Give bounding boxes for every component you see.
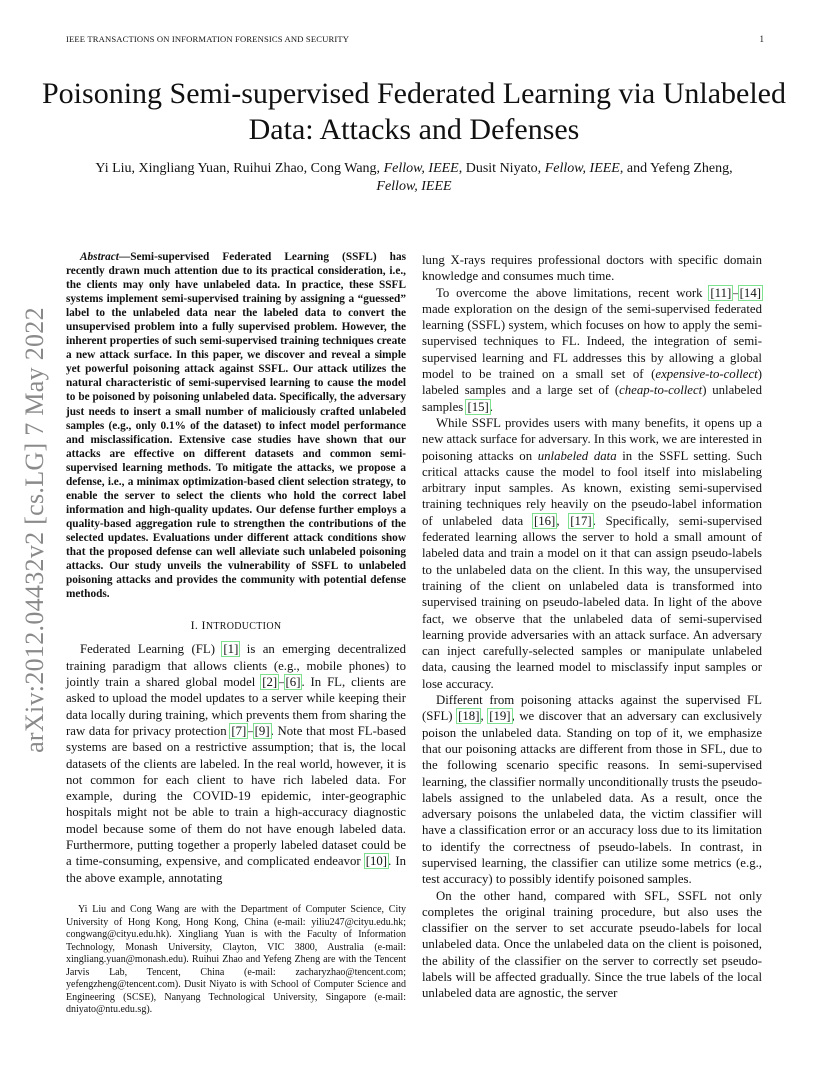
fellow-ieee-1: Fellow, IEEE <box>383 161 459 176</box>
text: Different from poisoning attacks against the supervised FL (SFL) <box>422 693 762 724</box>
text: ) labeled samples and a large set of ( <box>422 367 762 398</box>
citation-link[interactable]: [7] <box>231 723 247 738</box>
text: While SSFL provides users with many benefits, it opens up a new attack surface for adversary. In this work, we are interested in poisoning attacks on <box>422 415 762 463</box>
fellow-ieee-2: Fellow, IEEE <box>544 161 620 176</box>
section-heading-introduction <box>66 617 406 635</box>
right-paragraph-1 <box>422 285 762 415</box>
arxiv-stamp-text: arXiv:2012.04432v2 [cs.LG] 7 May 2022 <box>20 307 49 753</box>
right-paragraph-3 <box>422 692 762 888</box>
page-number: 1 <box>759 34 764 44</box>
abstract-text: —Semi-supervised Federated Learning (SSFL) has recently drawn much attention due to its practical consideration, i.e., the clients may only have unlabeled data. In practice, these SSFL systems implement semi-supervised training by assigning a “guessed” label to the unlabeled data near the labeled data to convert the unsupervised problem into a fully supervised problem. However, the inherent properties of such semi-supervised training techniques create a new attack surface. In this paper, we discover and reveal a simple yet powerful poisoning attack against SSFL. Our attack utilizes the natural characteristic of semi-supervised learning to cause the model to be poisoned by poisoning unlabeled data. Specifically, the adversary just needs to insert a small number of maliciously crafted unlabeled samples (e.g., only 0.1% of the dataset) to infect model performance and misclassification. Extensive case studies have shown that our attacks are effective on different datasets and common semi-supervised learning methods. To mitigate the attacks, we propose a defense, i.e., a minimax optimization-based client selection strategy, to enable the server to select the clients who hold the correct label information and high-quality updates. Our defense further employs a quality-based aggregation rule to strengthen the contributions of the selected updates. Evaluations under different attack conditions show that the proposed defense can well alleviate such unlabeled poisoning attacks. Our study unveils the vulnerability of SSFL to unlabeled poisoning attacks and provides the community with potential defense methods. <box>66 251 406 601</box>
text: . <box>489 399 493 414</box>
right-column <box>422 252 762 1002</box>
intro-paragraph-1 <box>66 641 406 885</box>
text: is an emerging decentralized training paradigm that allows clients (e.g., mobile phones) to jointly train a shared global model <box>66 642 406 690</box>
author-footnote: Yi Liu and Cong Wang are with the Department of Computer Science, City University of Hong Kong, Hong Kong, China (e-mail: yiliu247@cityu.edu.hk; congwang@cityu.edu.hk). Xingliang Yuan is with the Faculty of Information Technology, Monash University, Clayton, VIC 3800, Australia (e-mail: xingliang.yuan@monash.edu). Ruihui Zhao and Yefeng Zheng are with the Tencent Jarvis Lab, Tencent, China (e-mail: zacharyzhao@tencent.com; yefengzheng@tencent.com). Dusit Niyato is with School of Computer Science and Engineering (SCSE), Nanyang Technological University, Singapore (e-mail: dniyato@ntu.edu.sg). <box>66 904 406 1015</box>
emphasis: unlabeled data <box>537 448 617 463</box>
text: , <box>480 709 489 724</box>
right-paragraph-2 <box>422 415 762 692</box>
running-head: IEEE TRANSACTIONS ON INFORMATION FORENSICS AND SECURITY <box>66 34 350 44</box>
text: , we discover that an adversary can exclusively poison the unlabeled data. Standing on top of it, we emphasize that our poisoning attacks are different from those in SFL, due to the following scenario specific reasons. In semi-supervised learning, the classifier normally unconditionally trusts the pseudo-labels assigned to the unlabeled data. As a result, once the adversary poisons the unlabeled data, the victim classifier will have a classification error or an accuracy loss due to its limitation to identify the correctness of pseudo-labels. In contrast, in supervised learning, the classifier can utilize some metrics (e.g., test accuracy) to possibly identify poisoned samples. <box>422 709 762 887</box>
text: in the SSFL setting. Such critical attacks cause the model to fool itself into mislabeling arbitrary input samples. As known, existing semi-supervised training techniques rely heavily on the pseudo-label information of unlabeled data <box>422 448 762 528</box>
left-column <box>66 250 406 886</box>
right-paragraph-4: On the other hand, compared with SFL, SSFL not only completes the original training procedure, but also uses the classifier on the server to set accurate pseudo-labels for local unlabeled data. Once the unlabeled data on the client is poisoned, the ability of the classifier on the server to correctly set pseudo-labels will be affected gradually. Since the true labels of the local unlabeled data are agnostic, the server <box>422 888 762 1001</box>
citation-link[interactable]: [10] <box>365 854 388 869</box>
paper-title: Poisoning Semi-supervised Federated Learning via Unlabeled Data: Attacks and Defenses <box>42 77 786 146</box>
citation-link[interactable]: [18] <box>458 709 480 724</box>
arxiv-stamp <box>20 290 50 770</box>
text: – <box>247 723 254 738</box>
citation-link[interactable]: [6] <box>285 675 301 690</box>
author-list <box>80 160 748 196</box>
citation-link[interactable]: [11] <box>710 285 732 300</box>
citation-link[interactable]: [1] <box>223 642 239 657</box>
text: Federated Learning (FL) <box>80 642 223 657</box>
text: – <box>732 285 739 300</box>
section-heading-cap: I <box>201 618 206 633</box>
abstract <box>66 250 406 601</box>
abstract-lead: Abstract <box>80 251 119 263</box>
section-number: I. <box>190 618 199 633</box>
text: . In the above example, annotating <box>66 854 406 885</box>
text: – <box>278 675 285 690</box>
text: To overcome the above limitations, recent work <box>436 285 710 300</box>
citation-link[interactable]: [15] <box>467 399 489 414</box>
citation-link[interactable]: [14] <box>739 285 761 300</box>
citation-link[interactable]: [19] <box>489 709 511 724</box>
citation-link[interactable]: [2] <box>262 675 278 690</box>
fellow-ieee-3: Fellow, IEEE <box>376 179 452 194</box>
text: ) unlabeled samples <box>422 383 762 414</box>
authors-part-2: , Dusit Niyato, <box>458 161 545 176</box>
authors-part-3: , and Yefeng Zheng, <box>619 161 733 176</box>
authors-part-1: Yi Liu, Xingliang Yuan, Ruihui Zhao, Cong Wang, <box>95 161 384 176</box>
citation-link[interactable]: [17] <box>570 513 592 528</box>
emphasis: expensive-to-collect <box>655 367 758 382</box>
text: . In FL, clients are asked to upload the model updates to a server while keeping their data locally during training, which prevents them from sharing the raw data for privacy protection <box>66 675 406 738</box>
emphasis: cheap-to-collect <box>619 383 703 398</box>
text: , <box>556 513 570 528</box>
text: made exploration on the design of the semi-supervised federated learning (SSFL) system, which focuses on how to apply the semi-supervised techniques to FL. Indeed, the integration of semi-supervised learning and FL addresses this by allowing a global model to be trained on a small set of ( <box>422 301 762 382</box>
citation-link[interactable]: [16] <box>534 513 556 528</box>
right-paragraph-0: lung X-rays requires professional doctors with specific domain knowledge and consumes much time. <box>422 253 762 284</box>
text: . Note that most FL-based systems are based on a restrictive assumption; that is, the local datasets of the clients are labeled. In the real world, however, it is not common for each client to have rich labeled data. For example, during the COVID-19 epidemic, inter-geographic hospitals might not be able to train a high-accuracy diagnostic model because some of them do not have enough labeled data. Furthermore, putting together a properly labeled dataset could be a time-consuming, expensive, and complicated endeavor <box>66 723 407 869</box>
text: . Specifically, semi-supervised federated learning allows the server to hold a small amount of labeled data and train a model on it that can assign pseudo-labels to the unlabeled data on the client. In this way, the unsupervised training of the client on unlabeled data is transformed into supervised training on pseudo-labeled data. In light of the above fact, we observe that the unlabeled data of semi-supervised learning provide adversaries with an attack surface. An adversary can inject carefully-selected samples or manipulate unlabeled data, causing the learned model to misclassify input samples or lose accuracy. <box>422 513 762 691</box>
section-heading-rest: NTRODUCTION <box>205 621 282 633</box>
citation-link[interactable]: [9] <box>254 723 270 738</box>
